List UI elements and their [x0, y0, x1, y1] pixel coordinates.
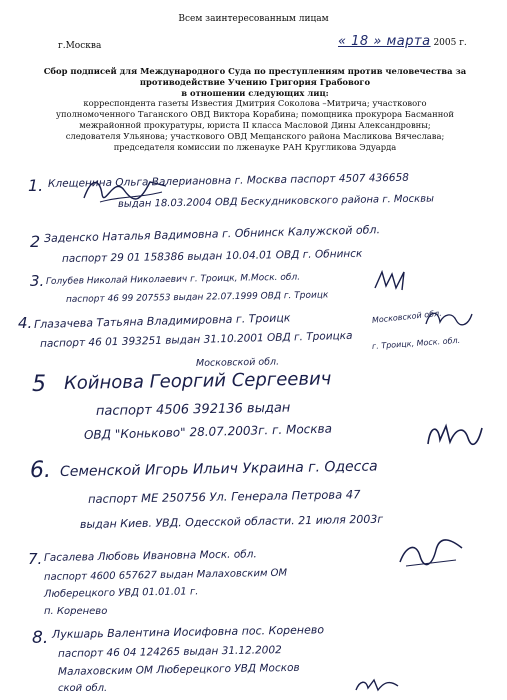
addressee: Всем заинтересованным лицам: [178, 14, 329, 24]
entry-line: паспорт 29 01 158386 выдан 10.04.01 ОВД г. Обнинск: [61, 247, 363, 265]
entry-line: Семенской Игорь Ильич Украина г. Одесса: [59, 458, 378, 480]
entry-line: Голубев Николай Николаевич г. Троицк, М.Моск. обл.: [45, 272, 301, 287]
header-line: корреспондента газеты Известия Дмитрия Соколова –Митрича; участкового: [83, 98, 427, 109]
entry-line: п. Коренево: [44, 606, 108, 617]
side-note: г. Троицк, Моск. обл.: [371, 335, 461, 351]
signature: [396, 536, 466, 570]
entry-line: Малаховским ОМ Люберецкого УВД Москов: [57, 661, 300, 678]
entry-number: 1.: [28, 176, 44, 195]
header-line: следователя Ульянова; участкового ОВД Мещанского района Масликова Вячеслава;: [65, 130, 445, 141]
header-line: Сбор подписей для Международного Суда по преступлениям против человечества за: [43, 66, 467, 76]
entry-line: паспорт 46 01 393251 выдан 31.10.2001 ОВД г. Троицка: [39, 329, 353, 350]
signature: [372, 268, 412, 294]
date-year: 2005 г.: [433, 38, 467, 48]
entry-line: выдан 18.03.2004 ОВД Бескудниковского района г. Москвы: [117, 193, 435, 210]
entry-number: 2: [30, 232, 41, 251]
entry-line: Койнова Георгий Сергеевич: [63, 368, 332, 394]
date-handwritten: « 18 » марта: [338, 34, 431, 49]
entry-line: ОВД "Коньково" 28.07.2003г. г. Москва: [83, 421, 333, 442]
place: г.Москва: [58, 41, 102, 51]
entry-line: ской обл.: [58, 683, 108, 694]
header-line: уполномоченного Таганского ОВД Виктора Корабина; помощника прокурора Басманной: [56, 109, 454, 120]
signature: [424, 420, 484, 450]
entry-line: паспорт 46 04 124265 выдан 31.12.2002: [57, 644, 282, 660]
side-note: Московской обл.: [371, 308, 443, 325]
entry-line: Клещенина Ольга Валериановна г. Москва паспорт 4507 436658: [47, 171, 410, 190]
entry-line: паспорт МЕ 250756 Ул. Генерала Петрова 47: [87, 487, 361, 506]
entry-line: Люберецкого УВД 01.01.01 г.: [43, 586, 199, 600]
header-line: председателя комиссии по лженауке РАН Кругликова Эдуарда: [113, 141, 397, 152]
entry-number: 7.: [28, 550, 43, 568]
entry-line: Московской обл.: [195, 356, 280, 369]
entry-line: выдан Киев. УВД. Одесской области. 21 июля 2003г: [79, 512, 384, 531]
signature: [80, 172, 170, 208]
entry-line: Глазачева Татьяна Владимировна г. Троицк: [33, 311, 291, 331]
document-header: [20, 66, 490, 152]
entry-line: Заденско Наталья Вадимовна г. Обнинск Калужской обл.: [43, 223, 381, 245]
signature: [352, 676, 402, 696]
entry-line: Гасалева Любовь Ивановна Моск. обл.: [43, 548, 257, 564]
entry-line: паспорт 4600 657627 выдан Малаховским ОМ: [43, 567, 288, 583]
header-line: противодействие Учению Григория Грабового: [139, 76, 371, 87]
entry-number: 5: [32, 372, 46, 397]
entry-number: 4.: [18, 314, 33, 332]
entry-line: паспорт 4506 392136 выдан: [95, 400, 291, 419]
signature: [422, 308, 474, 330]
entry-number: 8.: [32, 628, 49, 648]
header-line: в отношении следующих лиц:: [181, 87, 329, 98]
entry-line: паспорт 46 99 207553 выдан 22.07.1999 ОВД г. Троицк: [65, 290, 329, 305]
entry-line: Лукшарь Валентина Иосифовна пос. Коренево: [51, 623, 325, 641]
header-line: межрайонной прокуратуры, юриста II класса Масловой Дины Александровны;: [79, 119, 431, 130]
date: [338, 34, 467, 49]
entry-number: 6.: [30, 458, 51, 483]
entry-number: 3.: [30, 272, 45, 290]
